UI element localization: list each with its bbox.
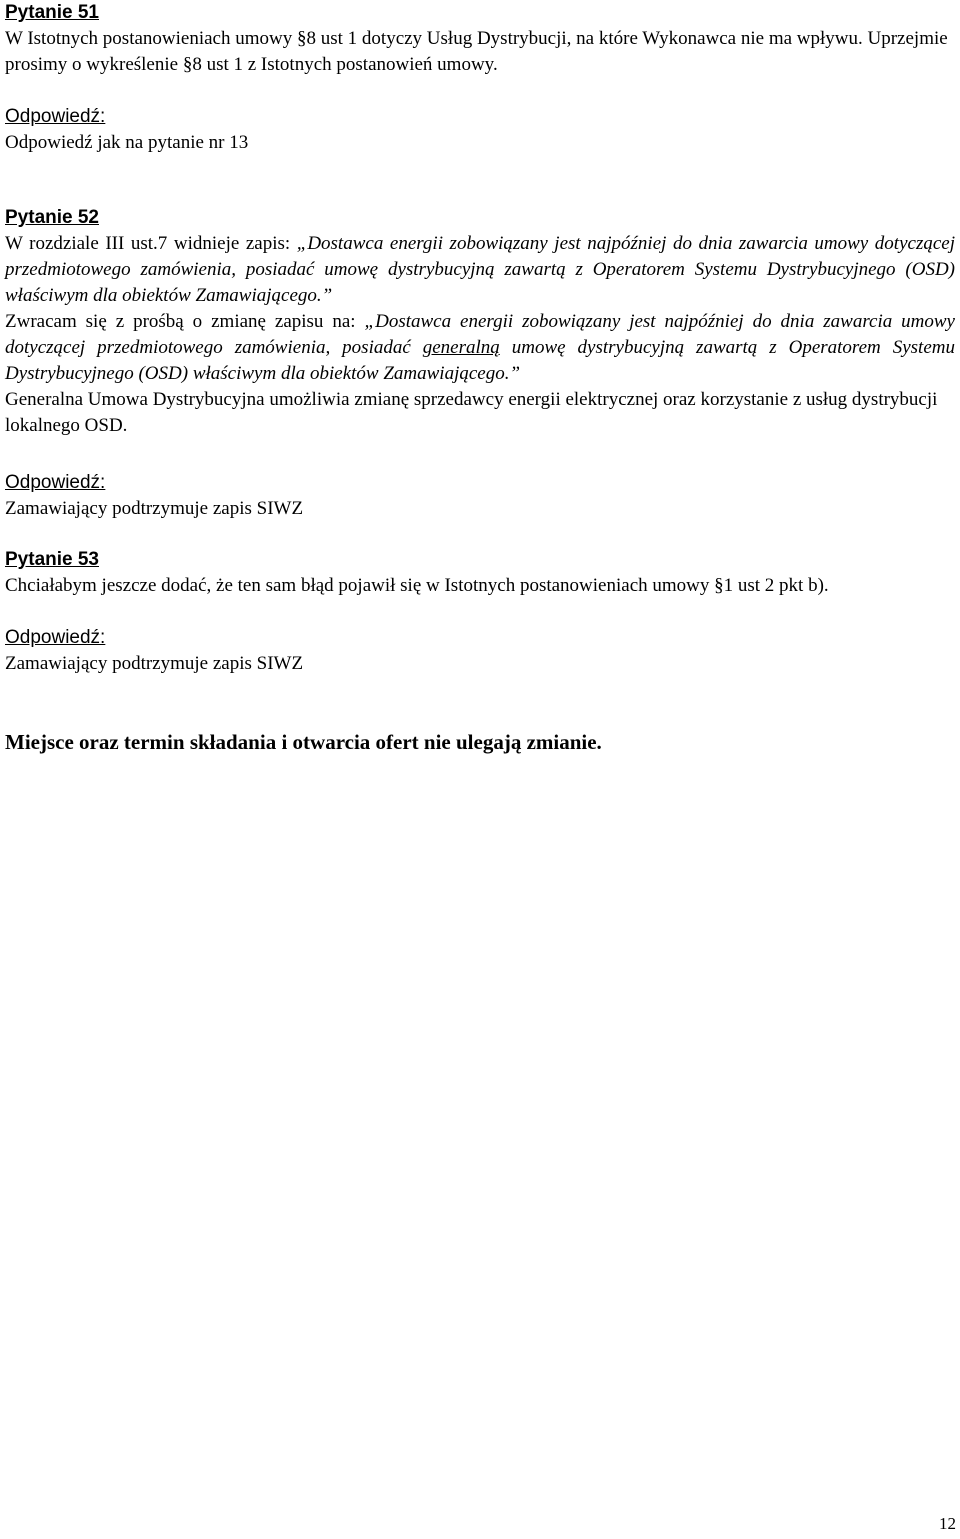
question-51-body: W Istotnych postanowieniach umowy §8 ust 1 dotyczy Usług Dystrybucji, na które Wykonawca nie ma wpływu. Uprzejmie prosimy o wykreślenie §8 ust 1 z Istotnych postanowień umowy. xyxy=(5,28,948,75)
answer-53 xyxy=(5,625,955,677)
question-52-p1-lead: W rozdziale III ust.7 widnieje zapis: xyxy=(5,233,297,254)
question-52-paragraph-3: Generalna Umowa Dystrybucyjna umożliwia zmianę sprzedawcy energii elektrycznej oraz korzystanie z usług dystrybucji lokalnego OSD. xyxy=(5,389,938,436)
question-51-heading: Pytanie 51 xyxy=(5,2,99,23)
page-number: 12 xyxy=(939,1514,956,1533)
answer-53-label: Odpowiedź: xyxy=(5,627,106,648)
question-52-p1-quote: „Dostawca energii zobowiązany jest najpóźniej do dnia zawarcia umowy dotyczącej przedmiotowego zamówienia, posiadać umowę dystrybucyjną zawartą z Operatorem Systemu Dystrybucyjnego (OSD) właściwym dla obiektów Zamawiającego.” xyxy=(5,233,955,306)
question-51 xyxy=(5,0,955,78)
question-53 xyxy=(5,547,955,599)
answer-53-text: Zamawiający podtrzymuje zapis SIWZ xyxy=(5,653,304,674)
final-note: Miejsce oraz termin składania i otwarcia ofert nie ulegają zmianie. xyxy=(5,730,602,754)
question-52-heading: Pytanie 52 xyxy=(5,207,99,228)
question-52-p2-quote-b: umowę dystrybucyjną zawartą z Operatorem Systemu Dystrybucyjnego (OSD) właściwym dla obiektów Zamawiającego.” xyxy=(5,337,955,384)
answer-52-text: Zamawiający podtrzymuje zapis SIWZ xyxy=(5,498,304,519)
question-52-p2-quote-underlined: generalną xyxy=(422,337,500,358)
answer-51-label: Odpowiedź: xyxy=(5,106,106,127)
question-52-paragraph-2 xyxy=(5,309,955,387)
question-52 xyxy=(5,205,955,439)
answer-52-label: Odpowiedź: xyxy=(5,472,106,493)
question-52-p2-lead: Zwracam się z prośbą o zmianę zapisu na: xyxy=(5,311,365,332)
answer-51-text: Odpowiedź jak na pytanie nr 13 xyxy=(5,132,249,153)
question-53-heading: Pytanie 53 xyxy=(5,549,99,570)
answer-51 xyxy=(5,104,955,156)
question-52-p2-quote-a: „Dostawca energii zobowiązany jest najpóźniej do dnia zawarcia umowy dotyczącej przedmiotowego zamówienia, posiadać xyxy=(5,311,955,358)
question-53-body: Chciałabym jeszcze dodać, że ten sam błąd pojawił się w Istotnych postanowieniach umowy §1 ust 2 pkt b). xyxy=(5,575,829,596)
answer-52 xyxy=(5,470,955,522)
question-52-paragraph-1 xyxy=(5,231,955,309)
